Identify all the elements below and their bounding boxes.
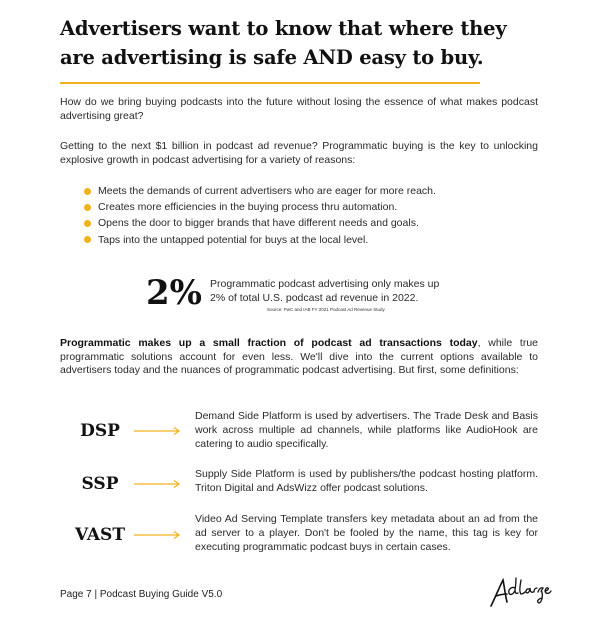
bullet-dot bbox=[84, 220, 91, 227]
definition-ssp: Supply Side Platform is used by publishers/the podcast hosting platform. Triton Digital and AdsWizz offer podcast solutions. bbox=[195, 468, 538, 495]
reason-item bbox=[84, 183, 436, 199]
reasons-list bbox=[84, 183, 436, 248]
intro-paragraph: How do we bring buying podcasts into the future without losing the essence of what makes podcast advertising great? bbox=[60, 96, 538, 122]
stat-value: 2% bbox=[146, 273, 202, 313]
definition-dsp: Demand Side Platform is used by advertisers. The Trade Desk and Basis work across multiple ad channels, while platforms like AudioHook are catering to audio specifically. bbox=[195, 410, 538, 451]
right-arrow-icon bbox=[134, 426, 182, 436]
reason-item bbox=[84, 199, 436, 215]
definitions-intro-bold: Programmatic makes up a small fraction of podcast ad transactions today bbox=[60, 337, 478, 349]
definitions-intro-rest: , while true programmatic solutions account for even less. We'll dive into the current options available to advertisers today and the nuances of programmatic podcast advertising. But first, some definitions: bbox=[60, 337, 538, 376]
term-vast: VAST bbox=[75, 525, 125, 545]
right-arrow-icon bbox=[134, 479, 182, 489]
reason-text: Opens the door to bigger brands that have different needs and goals. bbox=[98, 217, 419, 230]
stat-source: Source: PwC and IAB FY 2021 Podcast Ad Revenue Study bbox=[267, 307, 385, 312]
footer-page-label: Page 7 | Podcast Buying Guide V5.0 bbox=[60, 589, 223, 600]
bullet-dot bbox=[84, 188, 91, 195]
stat-description: Programmatic podcast advertising only makes up 2% of total U.S. podcast ad revenue in 2022. bbox=[210, 278, 440, 304]
reason-text: Creates more efficiencies in the buying process thru automation. bbox=[98, 201, 398, 214]
reasons-intro-paragraph: Getting to the next $1 billion in podcast ad revenue? Programmatic buying is the key to unlocking explosive growth in podcast advertising for a variety of reasons: bbox=[60, 140, 538, 166]
term-ssp: SSP bbox=[81, 474, 119, 494]
bullet-dot bbox=[84, 204, 91, 211]
reason-item bbox=[84, 215, 436, 231]
reason-text: Taps into the untapped potential for buys at the local level. bbox=[98, 233, 369, 246]
page-heading: Advertisers want to know that where they are advertising is safe AND easy to buy. bbox=[60, 17, 507, 69]
definitions-intro bbox=[60, 337, 538, 378]
bullet-dot bbox=[84, 236, 91, 243]
heading-underline bbox=[60, 82, 480, 84]
reason-text: Meets the demands of current advertisers who are eager for more reach. bbox=[98, 185, 436, 197]
right-arrow-icon bbox=[134, 530, 182, 540]
reason-item bbox=[84, 232, 436, 248]
adlarge-logo bbox=[485, 572, 555, 612]
definition-vast: Video Ad Serving Template transfers key metadata about an ad from the ad server to a player. Don't be fooled by the name, this tag is key for executing programmatic podcast buys in certain cases. bbox=[195, 513, 538, 554]
term-dsp: DSP bbox=[80, 421, 120, 441]
